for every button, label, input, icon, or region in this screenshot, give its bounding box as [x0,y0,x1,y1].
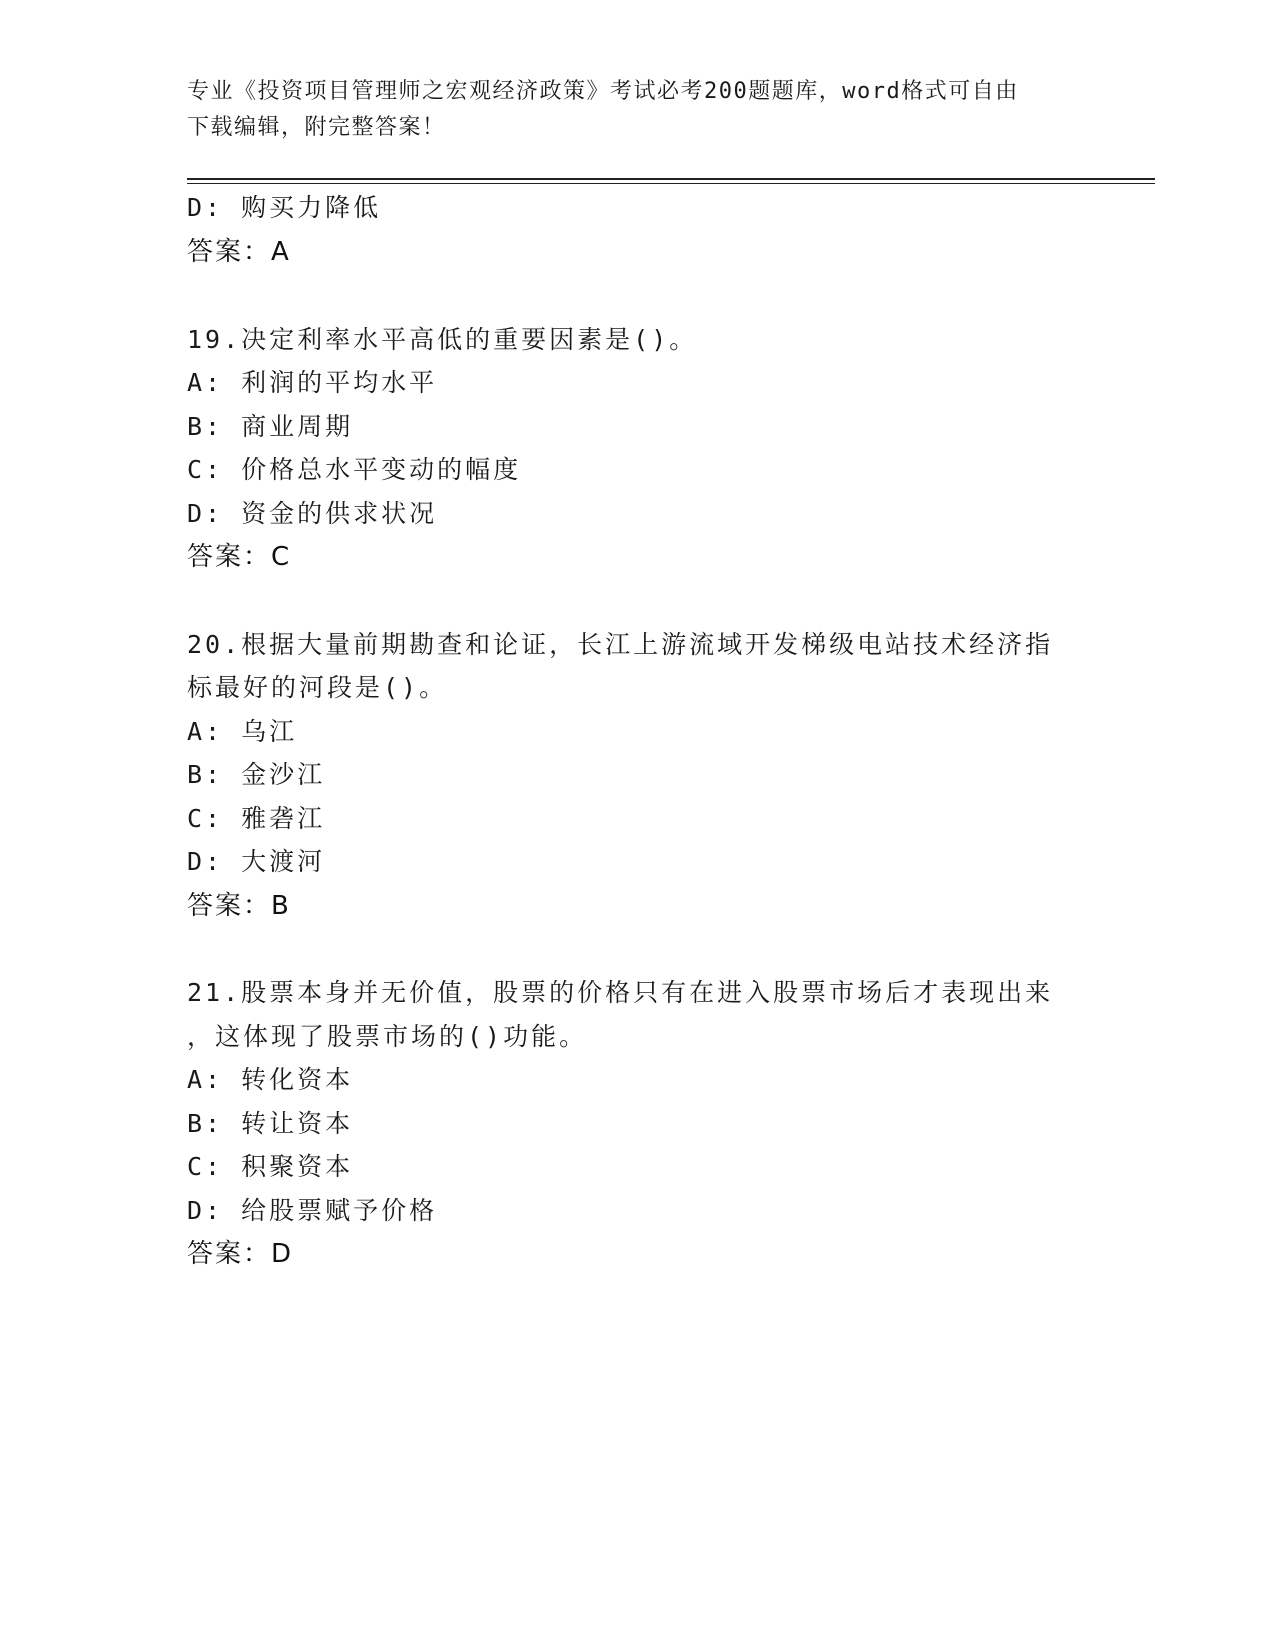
header-line-1: 专业《投资项目管理师之宏观经济政策》考试必考200题题库，word格式可自由 [187,79,1019,104]
question-20-answer: 答案：B [187,891,291,921]
question-20-option-c: C: 雅砻江 [187,804,326,833]
question-20-stem-line-2: 标最好的河段是()。 [187,673,448,702]
header-divider-thick [187,178,1155,180]
question-19-stem: 19.决定利率水平高低的重要因素是()。 [187,325,698,354]
prev-option-d: D: 购买力降低 [187,193,382,222]
question-19-option-d: D: 资金的供求状况 [187,499,438,528]
question-19-answer: 答案：C [187,542,292,572]
question-21-stem-line-2: ，这体现了股票市场的()功能。 [187,1022,588,1051]
question-21-option-a: A: 转化资本 [187,1065,354,1094]
header-line-2: 下载编辑，附完整答案！ [187,115,446,140]
question-21-option-b: B: 转让资本 [187,1109,354,1138]
question-20-option-b: B: 金沙江 [187,760,326,789]
question-21-option-c: C: 积聚资本 [187,1152,354,1181]
question-20-option-a: A: 乌江 [187,717,298,746]
prev-answer: 答案：A [187,237,291,267]
question-21-stem-line-1: 21.股票本身并无价值，股票的价格只有在进入股票市场后才表现出来 [187,978,1054,1007]
question-20-option-d: D: 大渡河 [187,847,326,876]
question-21-option-d: D: 给股票赋予价格 [187,1196,438,1225]
question-21-answer: 答案：D [187,1239,294,1269]
document-header [187,74,1067,146]
question-20-stem-line-1: 20.根据大量前期勘查和论证，长江上游流域开发梯级电站技术经济指 [187,630,1054,659]
question-19-option-c: C: 价格总水平变动的幅度 [187,455,522,484]
question-19-option-b: B: 商业周期 [187,412,354,441]
header-divider-thin [187,183,1155,184]
question-19-option-a: A: 利润的平均水平 [187,368,438,397]
